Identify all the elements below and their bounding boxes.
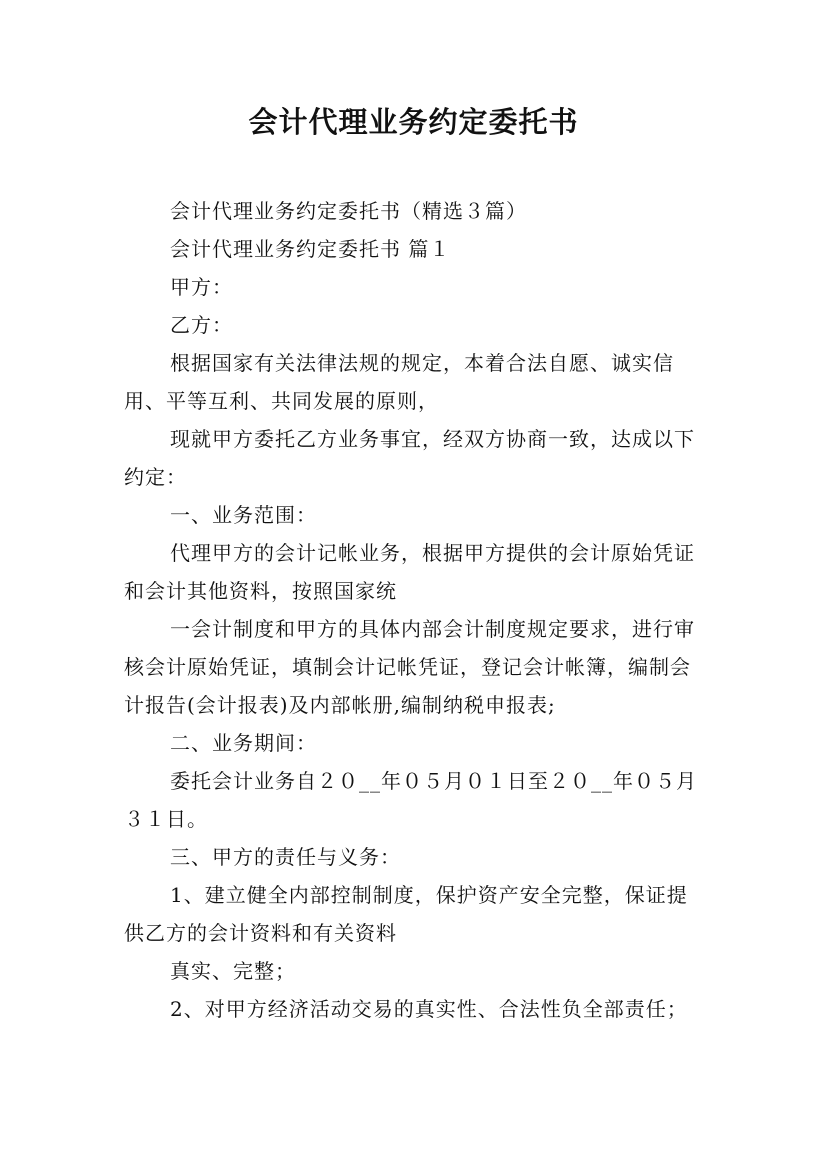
paragraph-duty-2: 2、对甲方经济活动交易的真实性、合法性负全部责任； bbox=[170, 997, 688, 1021]
heading-period: 二、业务期间： bbox=[170, 731, 317, 755]
paragraph-period: 委托会计业务自２０__年０５月０１日至２０__年０５月３１日。 bbox=[124, 769, 697, 831]
paragraph-party-b: 乙方： bbox=[170, 313, 233, 337]
document-body bbox=[124, 192, 706, 1028]
heading-scope: 一、业务范围： bbox=[170, 503, 317, 527]
paragraph-subtitle: 会计代理业务约定委托书（精选３篇） bbox=[170, 199, 527, 223]
paragraph-duty-1: 1、建立健全内部控制制度，保护资产安全完整，保证提供乙方的会计资料和有关资料 bbox=[124, 883, 688, 945]
paragraph-agreement: 现就甲方委托乙方业务事宜，经双方协商一致，达成以下约定： bbox=[124, 427, 695, 489]
paragraph-duty-1-cont: 真实、完整； bbox=[170, 959, 296, 983]
paragraph-party-a: 甲方： bbox=[170, 275, 233, 299]
heading-duties-a: 三、甲方的责任与义务： bbox=[170, 845, 401, 869]
paragraph-principles: 根据国家有关法律法规的规定，本着合法自愿、诚实信用、平等互利、共同发展的原则， bbox=[124, 351, 674, 413]
paragraph-scope-2: 一会计制度和甲方的具体内部会计制度规定要求，进行审核会计原始凭证，填制会计记帐凭证，登记会计帐簿，编制会计报告(会计报表)及内部帐册,编制纳税申报表; bbox=[124, 617, 695, 717]
paragraph-scope-1: 代理甲方的会计记帐业务，根据甲方提供的会计原始凭证和会计其他资料，按照国家统 bbox=[124, 541, 695, 603]
document-title: 会计代理业务约定委托书 bbox=[248, 105, 579, 139]
paragraph-section-heading: 会计代理业务约定委托书 篇１ bbox=[170, 237, 451, 261]
